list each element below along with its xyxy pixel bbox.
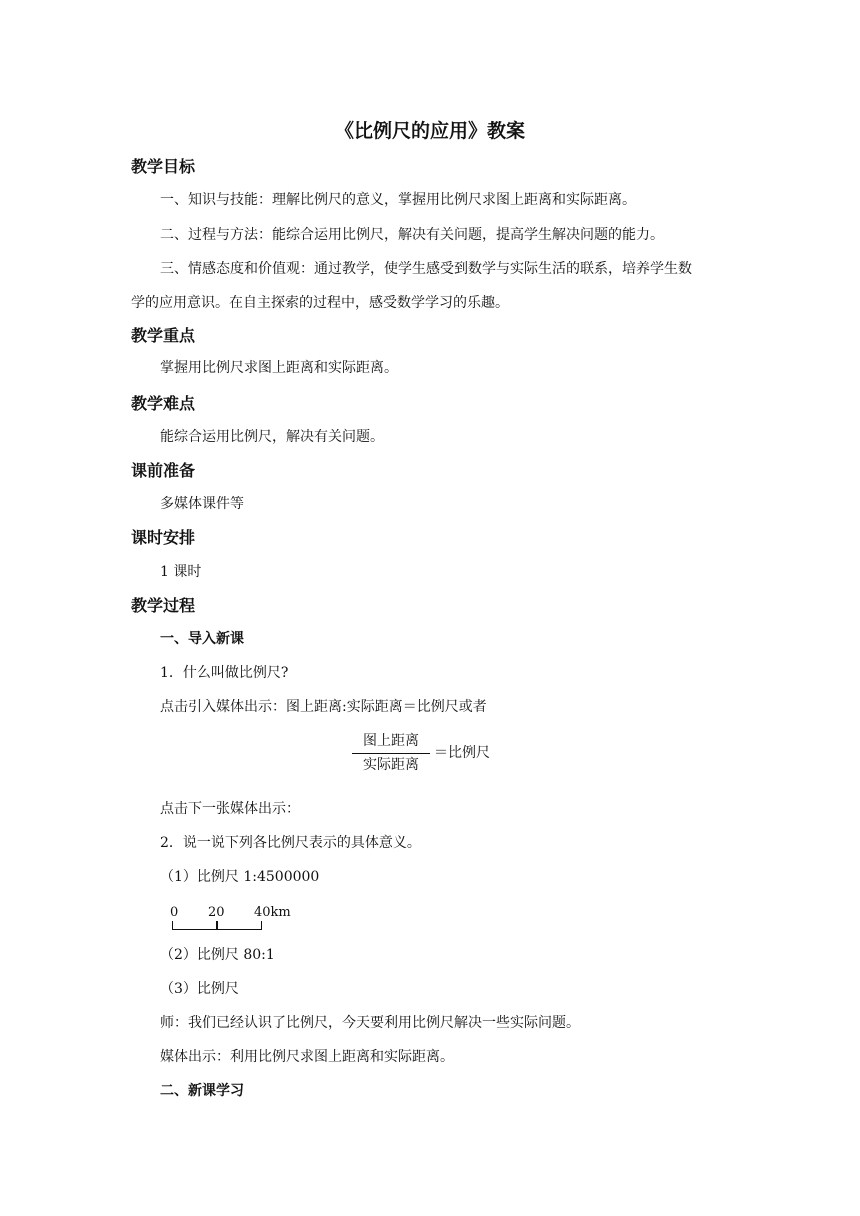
schedule-text: 1 课时 [160, 564, 202, 580]
fraction-numerator: 图上距离 [363, 733, 419, 749]
goal-item-3-line-1: 三、情感态度和价值观：通过教学，使学生感受到数学与实际生活的联系，培养学生数 [160, 261, 692, 277]
heading-preparation: 课前准备 [131, 461, 196, 480]
scale-item-2: （2）比例尺 80:1 [160, 947, 275, 963]
line-scale-midtick [216, 921, 218, 930]
heading-goals: 教学目标 [131, 157, 196, 176]
heading-key-points: 教学重点 [131, 326, 196, 345]
heading-process: 教学过程 [131, 596, 196, 615]
section-new-lesson: 二、新课学习 [160, 1083, 244, 1099]
media-text-3: 媒体出示：利用比例尺求图上距离和实际距离。 [160, 1049, 454, 1065]
preparation-text: 多媒体课件等 [160, 496, 244, 512]
media-text-2: 点击下一张媒体出示： [160, 801, 300, 817]
goal-item-3-line-2: 学的应用意识。在自主探索的过程中，感受数学学习的乐趣。 [131, 295, 509, 311]
fraction-equals: ＝比例尺 [434, 745, 490, 761]
difficulties-text: 能综合运用比例尺，解决有关问题。 [160, 429, 384, 445]
scale-label-40: 40km [254, 905, 291, 920]
scale-label-0: 0 [170, 905, 179, 920]
media-text-1: 点击引入媒体出示：图上距离:实际距离＝比例尺或者 [160, 699, 487, 715]
goal-item-1: 一、知识与技能：理解比例尺的意义，掌握用比例尺求图上距离和实际距离。 [160, 192, 636, 208]
document-title: 《比例尺的应用》教案 [334, 120, 525, 142]
fraction-formula [352, 732, 430, 774]
teacher-text: 师：我们已经认识了比例尺，今天要利用比例尺解决一些实际问题。 [160, 1015, 580, 1031]
question-1: 1．什么叫做比例尺? [160, 665, 289, 681]
scale-item-3: （3）比例尺 [160, 981, 239, 997]
key-points-text: 掌握用比例尺求图上距离和实际距离。 [160, 360, 398, 376]
fraction-bar [352, 753, 430, 754]
section-intro: 一、导入新课 [160, 631, 244, 647]
fraction-denominator: 实际距离 [363, 757, 419, 773]
goal-item-2: 二、过程与方法：能综合运用比例尺，解决有关问题，提高学生解决问题的能力。 [160, 227, 664, 243]
question-2: 2．说一说下列各比例尺表示的具体意义。 [160, 835, 421, 851]
scale-label-20: 20 [208, 905, 225, 920]
heading-difficulties: 教学难点 [131, 394, 196, 413]
scale-item-1: （1）比例尺 1:4500000 [160, 869, 320, 885]
heading-schedule: 课时安排 [131, 528, 196, 547]
